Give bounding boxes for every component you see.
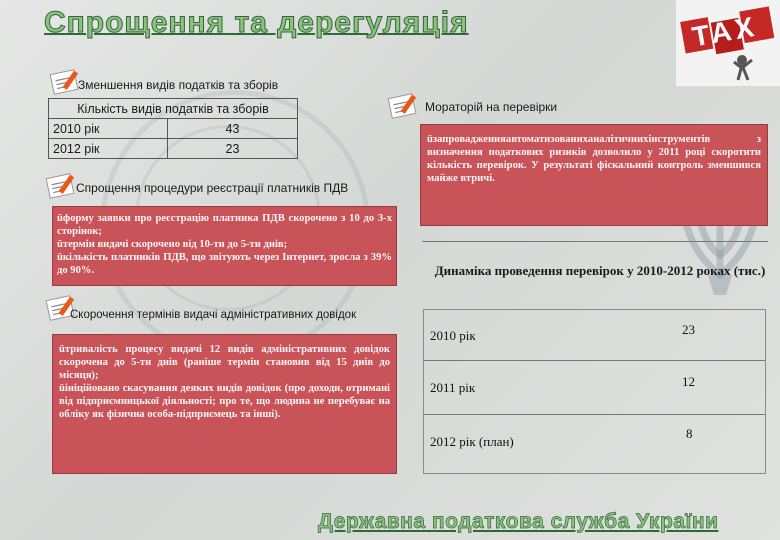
page-title: Спрощення та дерегуляція <box>44 6 469 39</box>
document-icon <box>386 92 420 120</box>
table-cell-year: 2012 рік <box>49 139 168 159</box>
table-cell-year: 2010 рік <box>49 119 168 139</box>
tax-logo-text: TAX <box>689 10 761 53</box>
divider <box>422 241 768 242</box>
dynamics-title: Динаміка проведення перевірок у 2010-2012 роках (тис.) <box>434 263 766 278</box>
table-row-value: 12 <box>682 374 695 389</box>
divider <box>424 360 765 361</box>
tax-count-table <box>48 98 298 159</box>
divider <box>424 414 765 415</box>
section1-heading: Зменшення видів податків та зборів <box>78 78 279 92</box>
table-cell-value: 43 <box>168 119 298 139</box>
dynamics-table <box>423 309 766 474</box>
inspection-moratorium-box <box>420 124 768 226</box>
table-row-label: 2011 рік <box>430 380 476 395</box>
list-item: üкількість платників ПДВ, що звітують через Інтернет, зросла з 39% до 90%. <box>57 252 392 276</box>
table-row-value: 8 <box>686 426 693 441</box>
table-row-label: 2010 рік <box>430 328 476 343</box>
tax-table-header: Кількість видів податків та зборів <box>49 99 298 119</box>
section2-heading: Спрощення процедури реєстрації платників ПДВ <box>76 181 349 195</box>
admin-certificates-box <box>52 334 397 474</box>
table-row-label: 2012 рік (план) <box>430 434 514 449</box>
document-icon <box>44 172 78 200</box>
table-cell-value: 23 <box>168 139 298 159</box>
vat-registration-box <box>52 206 397 286</box>
footer-organization: Державна податкова служба України <box>318 510 719 533</box>
list-item: üініційовано скасування деяких видів довідок (про доходи, отримані від підприємницької діяльності; про те, що людина не перебуває на обліку як фізична особа-підприємець та інші). <box>59 383 390 420</box>
document-icon <box>48 68 82 96</box>
list-item: üформу заявки про реєстрацію платника ПДВ скорочено з 10 до 3-х сторінок; <box>57 213 392 237</box>
table-row <box>49 139 298 159</box>
list-item: üтривалість процесу видачі 12 видів адміністративних довідок скорочена до 5-ти днів (раніше термін становив від 15 днів до місяця); <box>59 344 390 381</box>
list-item: üтермін видачі скорочено від 10-ти до 5-ти днів; <box>57 239 288 250</box>
tax-logo <box>676 0 780 86</box>
section3-heading: Скорочення термінів видачі адміністративних довідок <box>70 309 357 321</box>
table-row <box>49 119 298 139</box>
section4-heading: Мораторій на перевірки <box>425 100 558 114</box>
table-row-value: 23 <box>682 322 695 337</box>
list-item: üзапровадженняавтоматизованиханалітичнихінструментів з визначення податкових ризиків дозволило у 2011 році скоротити кількість перевірок. У результаті фіскальний контроль зменшився майже втричі. <box>427 134 761 184</box>
